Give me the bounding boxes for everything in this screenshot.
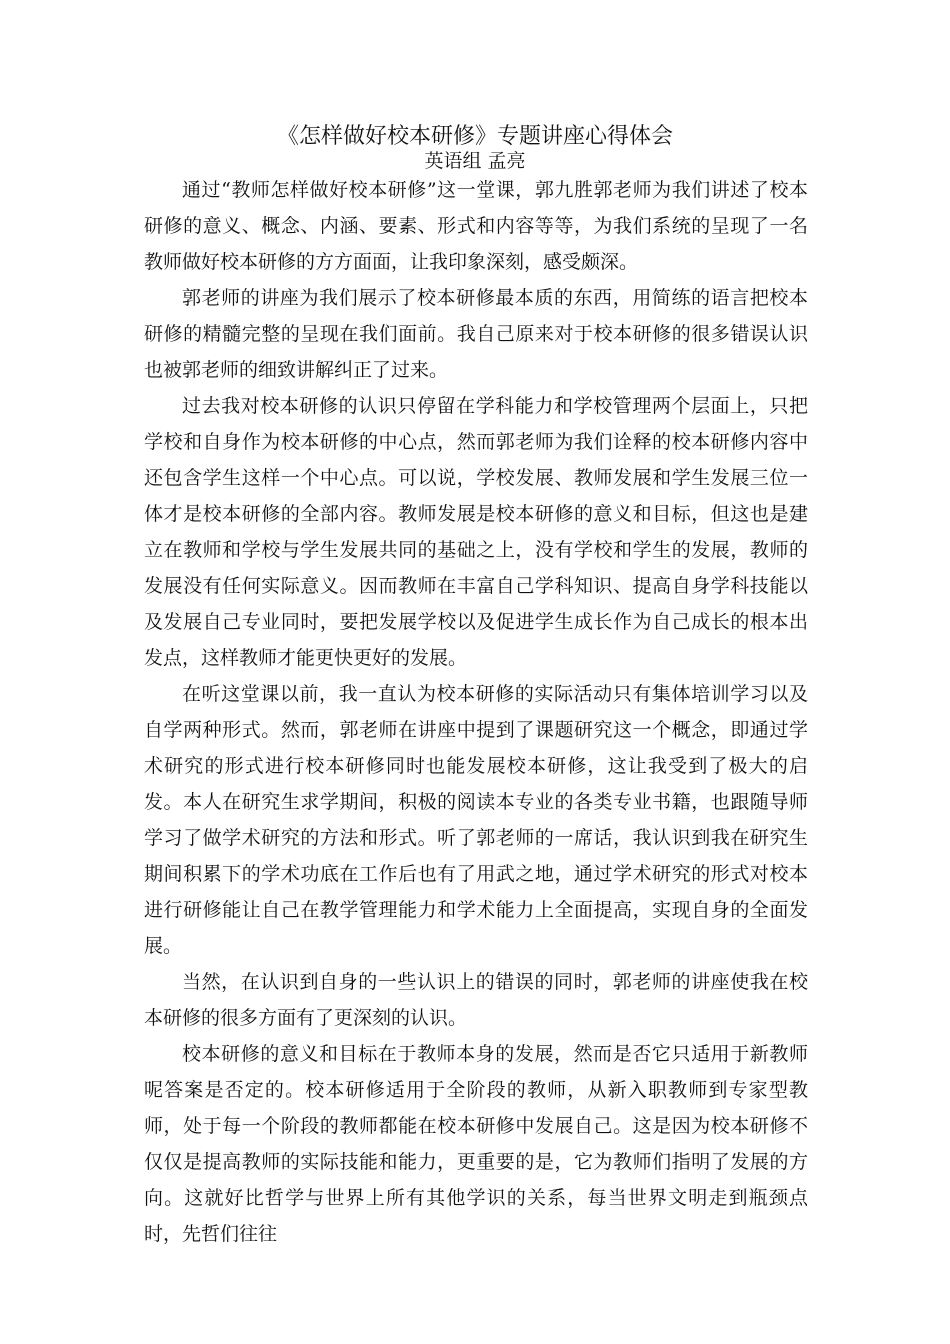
document-title: 《怎样做好校本研修》专题讲座心得体会	[276, 124, 673, 149]
paragraph: 过去我对校本研修的认识只停留在学科能力和学校管理两个层面上，只把学校和自身作为校本研修的中心点，然而郭老师为我们诠释的校本研修内容中还包含学生这样一个中心点。可以说，学校发展、教师发展和学生发展三位一体才是校本研修的全部内容。教师发展是校本研修的意义和目标，但这也是建立在教师和学校与学生发展共同的基础之上，没有学校和学生的发展，教师的发展没有任何实际意义。因而教师在丰富自己学科知识、提高自身学科技能以及发展自己专业同时，要把发展学校以及促进学生成长作为自己成长的根本出发点，这样教师才能更快更好的发展。	[144, 395, 808, 669]
paragraph: 郭老师的讲座为我们展示了校本研修最本质的东西，用简练的语言把校本研修的精髓完整的呈现在我们面前。我自己原来对于校本研修的很多错误认识也被郭老师的细致讲解纠正了过来。	[144, 287, 808, 381]
paragraph: 当然，在认识到自身的一些认识上的错误的同时，郭老师的讲座使我在校本研修的很多方面有了更深刻的认识。	[144, 971, 808, 1029]
document-author: 英语组 孟亮	[424, 150, 526, 172]
paragraph: 在听这堂课以前，我一直认为校本研修的实际活动只有集体培训学习以及自学两种形式。然而，郭老师在讲座中提到了课题研究这一个概念，即通过学术研究的形式进行校本研修同时也能发展校本研修，这让我受到了极大的启发。本人在研究生求学期间，积极的阅读本专业的各类专业书籍，也跟随导师学习了做学术研究的方法和形式。听了郭老师的一席话，我认识到我在研究生期间积累下的学术功底在工作后也有了用武之地，通过学术研究的形式对校本进行研修能让自己在教学管理能力和学术能力上全面提高，实现自身的全面发展。	[144, 683, 808, 957]
paragraph: 通过“教师怎样做好校本研修”这一堂课，郭九胜郭老师为我们讲述了校本研修的意义、概念、内涵、要素、形式和内容等等，为我们系统的呈现了一名教师做好校本研修的方方面面，让我印象深刻，感受颇深。	[144, 179, 808, 273]
document-body	[144, 172, 808, 1252]
paragraph: 校本研修的意义和目标在于教师本身的发展，然而是否它只适用于新教师呢答案是否定的。校本研修适用于全阶段的教师，从新入职教师到专家型教师，处于每一个阶段的教师都能在校本研修中发展自己。这是因为校本研修不仅仅是提高教师的实际技能和能力，更重要的是，它为教师们指明了发展的方向。这就好比哲学与世界上所有其他学识的关系，每当世界文明走到瓶颈点时，先哲们往往	[144, 1043, 808, 1245]
